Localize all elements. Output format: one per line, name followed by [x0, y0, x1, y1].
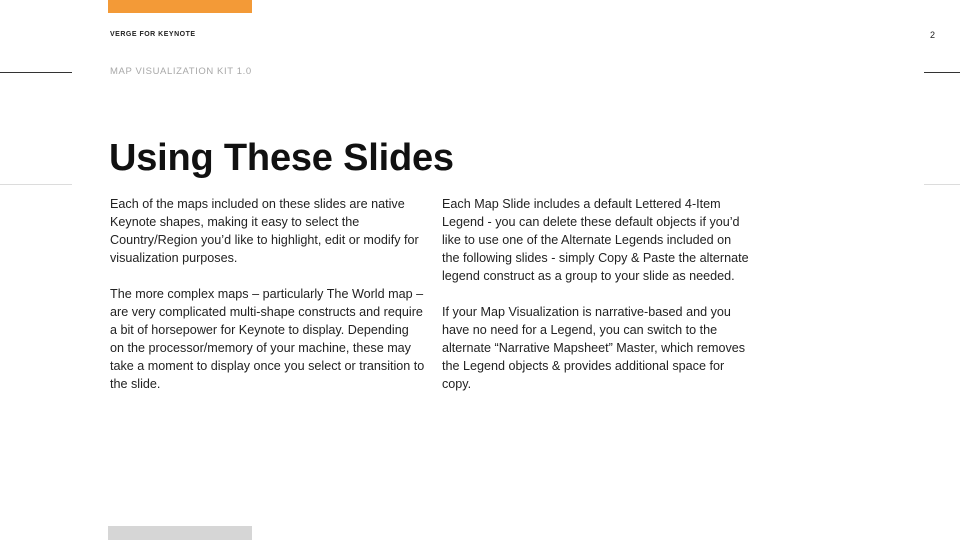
paragraph: The more complex maps – particularly The World map – are very complicated multi-shape constructs and require a bit of horsepower for Keynote to display. Depending on the processor/memory of your machine, these may take a moment to display once you select or transition to the slide.	[110, 287, 425, 391]
divider-top-left	[0, 72, 72, 73]
kit-subtitle: MAP VISUALIZATION KIT 1.0	[110, 66, 252, 77]
accent-bar-top	[108, 0, 252, 13]
footer-bar	[108, 526, 252, 540]
divider-mid-right	[924, 184, 960, 185]
page-number: 2	[930, 30, 936, 40]
paragraph: If your Map Visualization is narrative-based and you have no need for a Legend, you can switch to the alternate “Narrative Mapsheet” Master, which removes the Legend objects & provides additional space for copy.	[442, 305, 746, 391]
divider-mid-left	[0, 184, 72, 185]
left-column	[110, 195, 425, 411]
right-column	[442, 195, 752, 411]
divider-top-right	[924, 72, 960, 73]
slide-title: Using These Slides	[109, 137, 454, 179]
brand-label: VERGE FOR KEYNOTE	[110, 31, 196, 38]
paragraph: Each of the maps included on these slides are native Keynote shapes, making it easy to select the Country/Region you’d like to highlight, edit or modify for visualization purposes.	[110, 197, 419, 265]
paragraph: Each Map Slide includes a default Lettered 4-Item Legend - you can delete these default objects if you’d like to use one of the Alternate Legends included on the following slides - simply Copy & Paste the alternate legend construct as a group to your slide as needed.	[442, 197, 749, 283]
